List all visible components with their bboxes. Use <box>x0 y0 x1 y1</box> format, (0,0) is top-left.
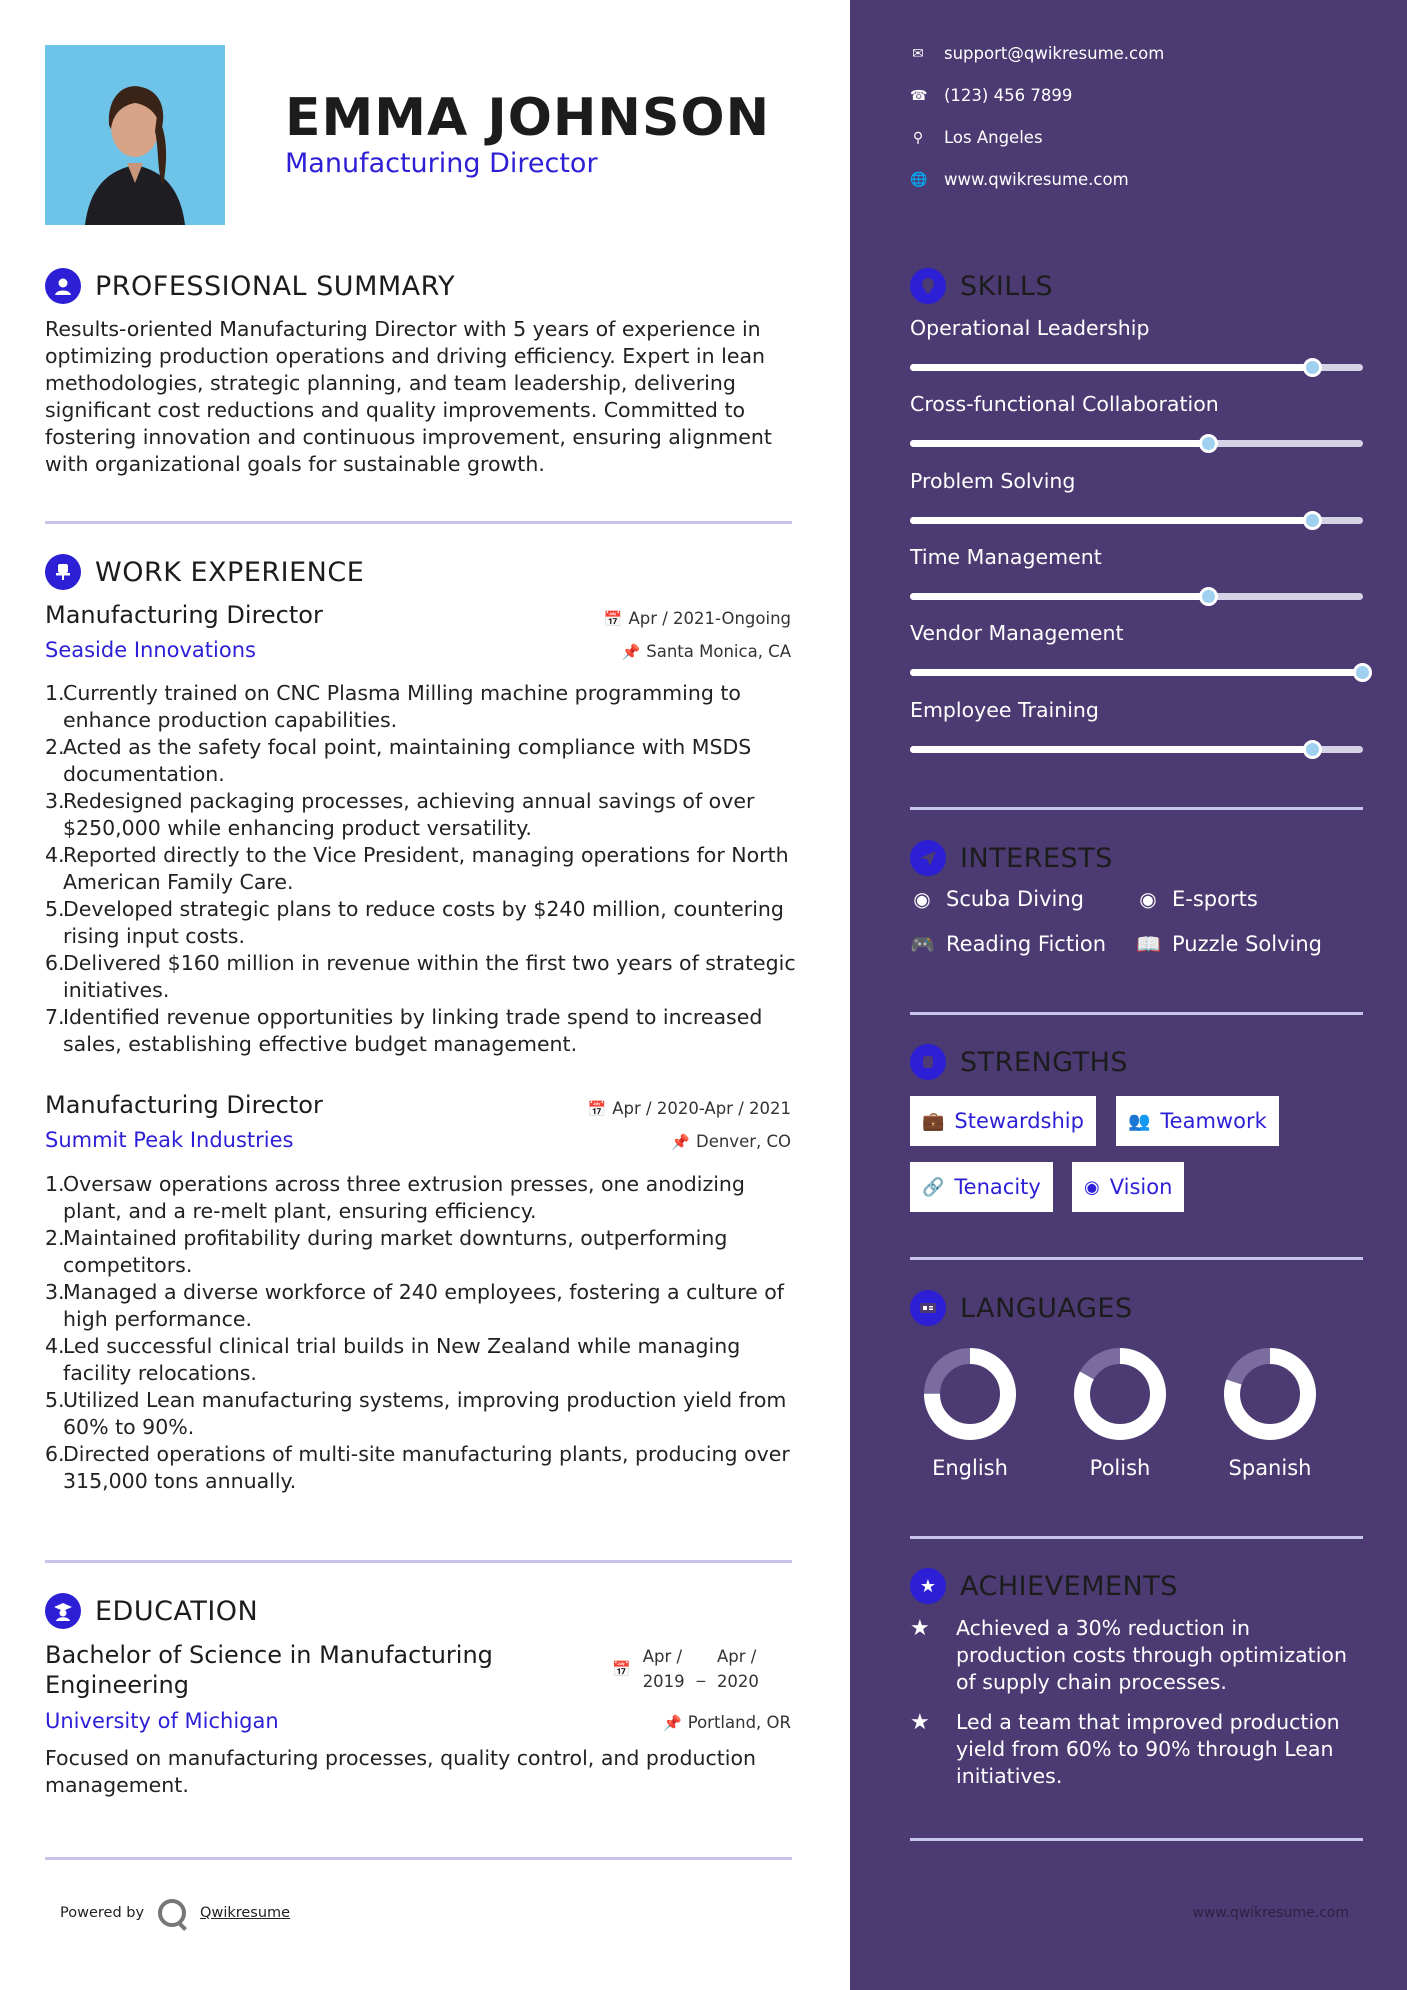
paper-plane-icon <box>910 840 946 876</box>
shooting-star-icon: ★ <box>910 1710 930 1735</box>
language-ring <box>1070 1344 1170 1444</box>
divider <box>45 1857 792 1860</box>
language-icon <box>910 1290 946 1326</box>
skill-bar-fill <box>910 669 1363 676</box>
education-heading <box>45 1593 258 1629</box>
job-bullets <box>45 1171 800 1495</box>
interest-item: ◉ E-sports <box>1136 887 1258 911</box>
language-label: English <box>932 1456 1008 1480</box>
section-title: STRENGTHS <box>960 1046 1129 1078</box>
education-location: 📌 Portland, OR <box>663 1713 791 1732</box>
skill-label: Operational Leadership <box>910 316 1150 340</box>
divider <box>910 1536 1363 1539</box>
list-item: 6. Delivered $160 million in revenue within the first two years of strategic initiatives. <box>45 951 796 1002</box>
skill-bar <box>910 440 1363 447</box>
strength-chip: ◉ Vision <box>1072 1162 1184 1212</box>
skill-bar-fill <box>910 517 1313 524</box>
footer-url[interactable]: www.qwikresume.com <box>1192 1905 1349 1921</box>
interest-item: 🎮 Reading Fiction <box>910 932 1107 956</box>
shooting-star-icon: ★ <box>910 1616 930 1641</box>
briefcase-icon: 💼 <box>922 1110 945 1132</box>
contact-email[interactable]: ✉ support@qwikresume.com <box>910 44 1164 63</box>
list-item: 4. Reported directly to the Vice President, managing operations for North American Family Care. <box>45 843 789 894</box>
user-icon <box>45 268 81 304</box>
section-title: INTERESTS <box>960 842 1113 874</box>
skill-label: Time Management <box>910 545 1102 569</box>
star-badge-icon: ★ <box>910 1568 946 1604</box>
divider <box>45 1560 792 1563</box>
section-title: SKILLS <box>960 270 1054 302</box>
job-company: Summit Peak Industries <box>45 1128 294 1152</box>
language-ring <box>1220 1344 1320 1444</box>
skill-label: Cross-functional Collaboration <box>910 392 1219 416</box>
strength-chip: 🔗 Tenacity <box>910 1162 1053 1212</box>
contact-location: ⚲ Los Angeles <box>910 128 1043 147</box>
divider <box>910 1257 1363 1260</box>
achievement-item: ★ Achieved a 30% reduction in production costs through optimization of supply chain processes. <box>910 1616 1347 1694</box>
skill-label: Problem Solving <box>910 469 1076 493</box>
section-title: WORK EXPERIENCE <box>95 556 365 588</box>
calendar-icon: 📅 <box>603 609 623 628</box>
brand-link[interactable]: Qwikresume <box>200 1905 291 1921</box>
list-item: 5. Utilized Lean manufacturing systems, improving production yield from 60% to 90%. <box>45 1388 787 1439</box>
contact-phone[interactable]: ☎ (123) 456 7899 <box>910 86 1073 105</box>
languages-heading <box>910 1290 1133 1326</box>
skill-bar <box>910 746 1363 753</box>
skill-bar <box>910 593 1363 600</box>
candidate-role: Manufacturing Director <box>285 148 598 179</box>
link-icon: 🔗 <box>922 1176 945 1198</box>
job-bullets <box>45 680 800 1058</box>
calendar-icon: 📅 <box>587 1099 607 1118</box>
list-item: 7. Identified revenue opportunities by linking trade spend to increased sales, establishing effective budget management. <box>45 1005 763 1056</box>
list-item: 6. Directed operations of multi-site manufacturing plants, producing over 315,000 tons annually. <box>45 1442 790 1493</box>
language-item <box>1055 1344 1185 1480</box>
profile-photo <box>45 45 225 225</box>
contact-website[interactable]: 🌐 www.qwikresume.com <box>910 170 1129 189</box>
pin-icon: 📌 <box>663 1713 682 1732</box>
strength-chip: 👥 Teamwork <box>1116 1096 1279 1146</box>
divider <box>910 1012 1363 1015</box>
language-item <box>1205 1344 1335 1480</box>
chair-icon <box>45 554 81 590</box>
language-label: Spanish <box>1228 1456 1312 1480</box>
job-location: 📌 Santa Monica, CA <box>621 642 791 661</box>
binoculars-icon: ◉ <box>1084 1176 1100 1198</box>
interests-heading <box>910 840 1113 876</box>
list-item: 1. Oversaw operations across three extrusion presses, one anodizing plant, and a re-melt plant, ensuring efficiency. <box>45 1172 745 1223</box>
globe-icon: 🌐 <box>910 171 928 188</box>
users-icon: 👥 <box>1128 1110 1151 1132</box>
envelope-icon: ✉ <box>912 45 924 62</box>
section-title: LANGUAGES <box>960 1292 1133 1324</box>
life-ring-icon: ◉ <box>913 887 931 911</box>
list-item: 3. Redesigned packaging processes, achieving annual savings of over $250,000 while enhancing product versatility. <box>45 789 755 840</box>
graduate-icon <box>45 1593 81 1629</box>
list-item: 3. Managed a diverse workforce of 240 employees, fostering a culture of high performance. <box>45 1280 784 1331</box>
life-ring-icon: ◉ <box>1139 887 1157 911</box>
strength-chip: 💼 Stewardship <box>910 1096 1096 1146</box>
list-item: 5. Developed strategic plans to reduce costs by $240 million, countering rising input costs. <box>45 897 784 948</box>
calendar-icon: 📅 <box>612 1660 631 1678</box>
strengths-heading <box>910 1044 1128 1080</box>
book-icon: 📖 <box>1136 932 1161 956</box>
degree-title: Bachelor of Science in Manufacturing Engineering <box>45 1641 493 1699</box>
summary-text: Results-oriented Manufacturing Director with 5 years of experience in optimizing production operations and driving efficiency. Expert in lean methodologies, strategic planning, and team leadership, delivering significant cost reductions and quality improvements. Committed to fostering innovation and continuous improvement, ensuring alignment with organizational goals for sustainable growth. <box>45 317 772 476</box>
fist-icon <box>910 1044 946 1080</box>
job-title: Manufacturing Director <box>45 601 323 629</box>
gamepad-icon: 🎮 <box>910 932 935 956</box>
list-item: 2. Acted as the safety focal point, maintaining compliance with MSDS documentation. <box>45 735 752 786</box>
skill-bar-fill <box>910 593 1209 600</box>
skill-level-knob <box>1353 663 1372 682</box>
job-date: 📅 Apr / 2020-Apr / 2021 <box>587 1099 791 1118</box>
skill-bar-fill <box>910 746 1313 753</box>
section-title: EDUCATION <box>95 1595 259 1627</box>
pin-icon: 📌 <box>621 642 641 661</box>
language-label: Polish <box>1089 1456 1151 1480</box>
skill-level-knob <box>1199 434 1218 453</box>
pin-icon: 📌 <box>671 1132 690 1151</box>
section-title: PROFESSIONAL SUMMARY <box>95 270 456 302</box>
skill-bar <box>910 669 1363 676</box>
skills-heading <box>910 268 1053 304</box>
achievement-item: ★ Led a team that improved production yield from 60% to 90% through Lean initiatives. <box>910 1710 1340 1788</box>
phone-icon: ☎ <box>910 87 928 104</box>
education-date: 📅 Apr / 2019 _ Apr / 2020 <box>612 1647 759 1691</box>
list-item: 1. Currently trained on CNC Plasma Milling machine programming to enhance production capabilities. <box>45 681 741 732</box>
language-ring <box>920 1344 1020 1444</box>
skill-bar <box>910 364 1363 371</box>
qwikresume-logo-icon <box>158 1899 186 1927</box>
job-title: Manufacturing Director <box>45 1091 323 1119</box>
interest-item: 📖 Puzzle Solving <box>1136 932 1322 956</box>
language-item <box>905 1344 1035 1480</box>
interest-item: ◉ Scuba Diving <box>910 887 1084 911</box>
skill-bar-fill <box>910 364 1313 371</box>
skill-bar <box>910 517 1363 524</box>
section-title: ACHIEVEMENTS <box>960 1570 1178 1602</box>
school-name: University of Michigan <box>45 1709 279 1733</box>
skill-label: Vendor Management <box>910 621 1124 645</box>
skill-label: Employee Training <box>910 698 1099 722</box>
skill-bar-fill <box>910 440 1209 447</box>
divider <box>910 807 1363 810</box>
powered-by: Powered by Qwikresume <box>60 1899 290 1927</box>
candidate-name: EMMA JOHNSON <box>285 88 771 148</box>
education-description: Focused on manufacturing processes, quality control, and production management. <box>45 1746 756 1797</box>
lightbulb-icon <box>910 268 946 304</box>
divider <box>45 521 792 524</box>
list-item: 2. Maintained profitability during market downturns, outperforming competitors. <box>45 1226 728 1277</box>
job-location: 📌 Denver, CO <box>671 1132 791 1151</box>
divider <box>910 1838 1363 1841</box>
skill-level-knob <box>1199 587 1218 606</box>
job-date: 📅 Apr / 2021-Ongoing <box>603 609 791 628</box>
list-item: 4. Led successful clinical trial builds in New Zealand while managing facility relocations. <box>45 1334 741 1385</box>
experience-heading <box>45 554 364 590</box>
summary-heading <box>45 268 455 304</box>
location-pin-icon: ⚲ <box>912 129 924 146</box>
job-company: Seaside Innovations <box>45 638 256 662</box>
achievements-heading <box>910 1568 1178 1604</box>
